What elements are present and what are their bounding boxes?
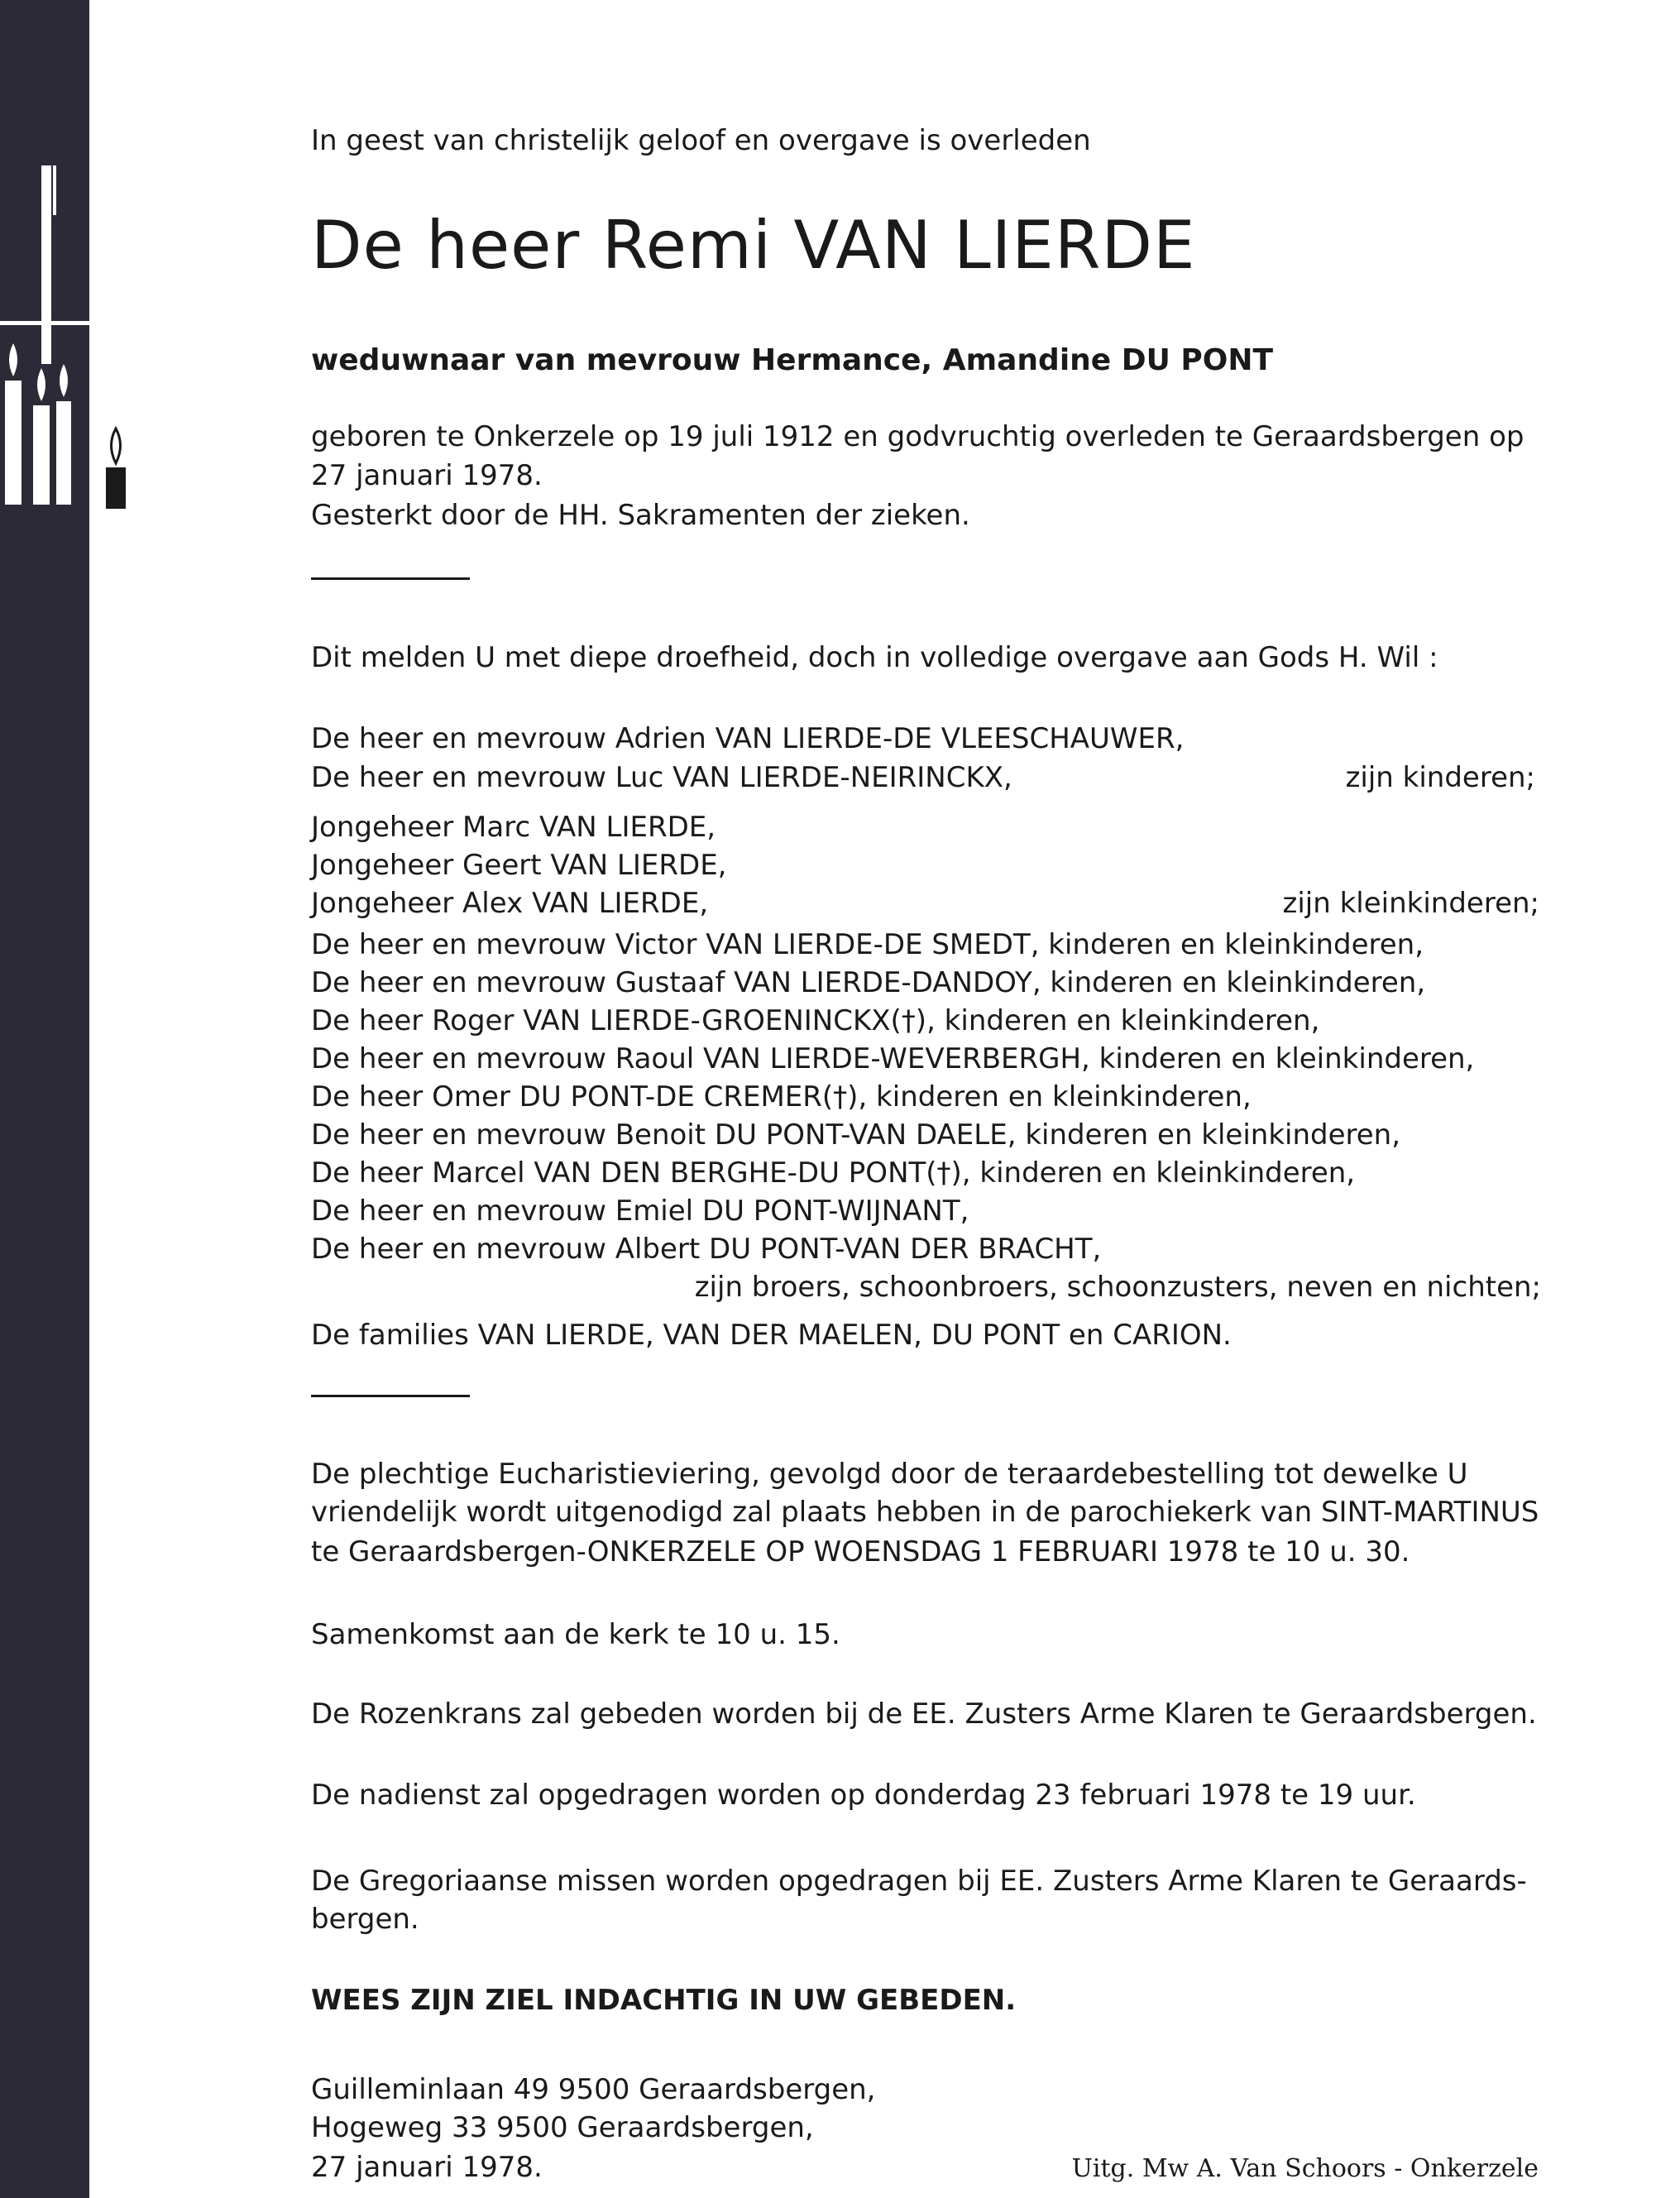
opening-line: In geest van christelijk geloof en overgave is overleden <box>311 124 1091 157</box>
address-line: Hogeweg 33 9500 Geraardsbergen, <box>311 2111 814 2144</box>
family-line: De heer en mevrouw Adrien VAN LIERDE-DE VLEESCHAUWER, <box>311 722 1185 755</box>
candle-icon <box>5 343 22 505</box>
family-line: De heer en mevrouw Gustaaf VAN LIERDE-DANDOY, kinderen en kleinkinderen, <box>311 966 1426 999</box>
family-line: Jongeheer Geert VAN LIERDE, <box>311 849 727 882</box>
divider <box>311 1395 470 1397</box>
masses-line: bergen. <box>311 1903 419 1936</box>
deceased-name: De heer Remi VAN LIERDE <box>311 207 1196 284</box>
candle-icon <box>33 368 50 505</box>
family-line: De heer en mevrouw Albert DU PONT-VAN DER BRACHT, <box>311 1233 1102 1266</box>
family-line: De heer Marcel VAN DEN BERGHE-DU PONT(†), kinderen en kleinkinderen, <box>311 1156 1356 1190</box>
gathering-line: Samenkomst aan de kerk te 10 u. 15. <box>311 1618 840 1651</box>
family-line: De heer en mevrouw Emiel DU PONT-WIJNANT, <box>311 1195 969 1228</box>
divider <box>311 577 470 580</box>
family-line: De heer Roger VAN LIERDE-GROENINCKX(†), kinderen en kleinkinderen, <box>311 1004 1320 1037</box>
siblings-role-label: zijn broers, schoonbroers, schoonzusters, neven en nichten; <box>694 1271 1541 1304</box>
memorial-line: De nadienst zal opgedragen worden op donderdag 23 februari 1978 te 19 uur. <box>311 1779 1416 1812</box>
announcement-line: Dit melden U met diepe droefheid, doch in volledige overgave aan Gods H. Wil : <box>311 641 1438 674</box>
sacraments-line: Gesterkt door de HH. Sakramenten der zieken. <box>311 499 970 532</box>
family-line: De heer en mevrouw Benoit DU PONT-VAN DAELE, kinderen en kleinkinderen, <box>311 1118 1401 1152</box>
closing-prayer: WEES ZIJN ZIEL INDACHTIG IN UW GEBEDEN. <box>311 1984 1017 2017</box>
service-line: vriendelijk wordt uitgenodigd zal plaats hebben in de parochiekerk van SINT-MARTINUS <box>311 1496 1539 1529</box>
address-line: Guilleminlaan 49 9500 Geraardsbergen, <box>311 2073 876 2106</box>
death-date-line: 27 januari 1978. <box>311 459 543 492</box>
cross-icon <box>0 165 142 364</box>
family-line: Jongeheer Marc VAN LIERDE, <box>311 811 716 844</box>
families-line: De families VAN LIERDE, VAN DER MAELEN, DU PONT en CARION. <box>311 1319 1232 1352</box>
family-line: De heer en mevrouw Luc VAN LIERDE-NEIRINCKX, <box>311 761 1012 794</box>
birth-line: geboren te Onkerzele op 19 juli 1912 en godvruchtig overleden te Geraardsbergen op <box>311 420 1524 453</box>
masses-line: De Gregoriaanse missen worden opgedragen bij EE. Zusters Arme Klaren te Geraards- <box>311 1865 1527 1898</box>
candle-icon <box>106 429 126 509</box>
rosary-line: De Rozenkrans zal gebeden worden bij de EE. Zusters Arme Klaren te Geraardsbergen. <box>311 1698 1537 1731</box>
children-role-label: zijn kinderen; <box>1345 761 1535 794</box>
date-line: 27 januari 1978. <box>311 2151 543 2184</box>
candle-icon <box>56 364 71 505</box>
publisher-credit: Uitg. Mw A. Van Schoors - Onkerzele <box>1071 2154 1539 2183</box>
family-line: De heer Omer DU PONT-DE CREMER(†), kinderen en kleinkinderen, <box>311 1080 1252 1113</box>
service-line: te Geraardsbergen-ONKERZELE OP WOENSDAG 1 FEBRUARI 1978 te 10 u. 30. <box>311 1535 1410 1568</box>
family-line: De heer en mevrouw Victor VAN LIERDE-DE SMEDT, kinderen en kleinkinderen, <box>311 928 1424 961</box>
service-line: De plechtige Eucharistieviering, gevolgd door de teraardebestelling tot dewelke U <box>311 1458 1468 1491</box>
cross-candles-ornament <box>0 165 149 521</box>
family-line: De heer en mevrouw Raoul VAN LIERDE-WEVERBERGH, kinderen en kleinkinderen, <box>311 1042 1475 1075</box>
family-line: Jongeheer Alex VAN LIERDE, <box>311 887 709 920</box>
grandchildren-role-label: zijn kleinkinderen; <box>1282 887 1539 920</box>
spouse-line: weduwnaar van mevrouw Hermance, Amandine DU PONT <box>311 343 1274 377</box>
